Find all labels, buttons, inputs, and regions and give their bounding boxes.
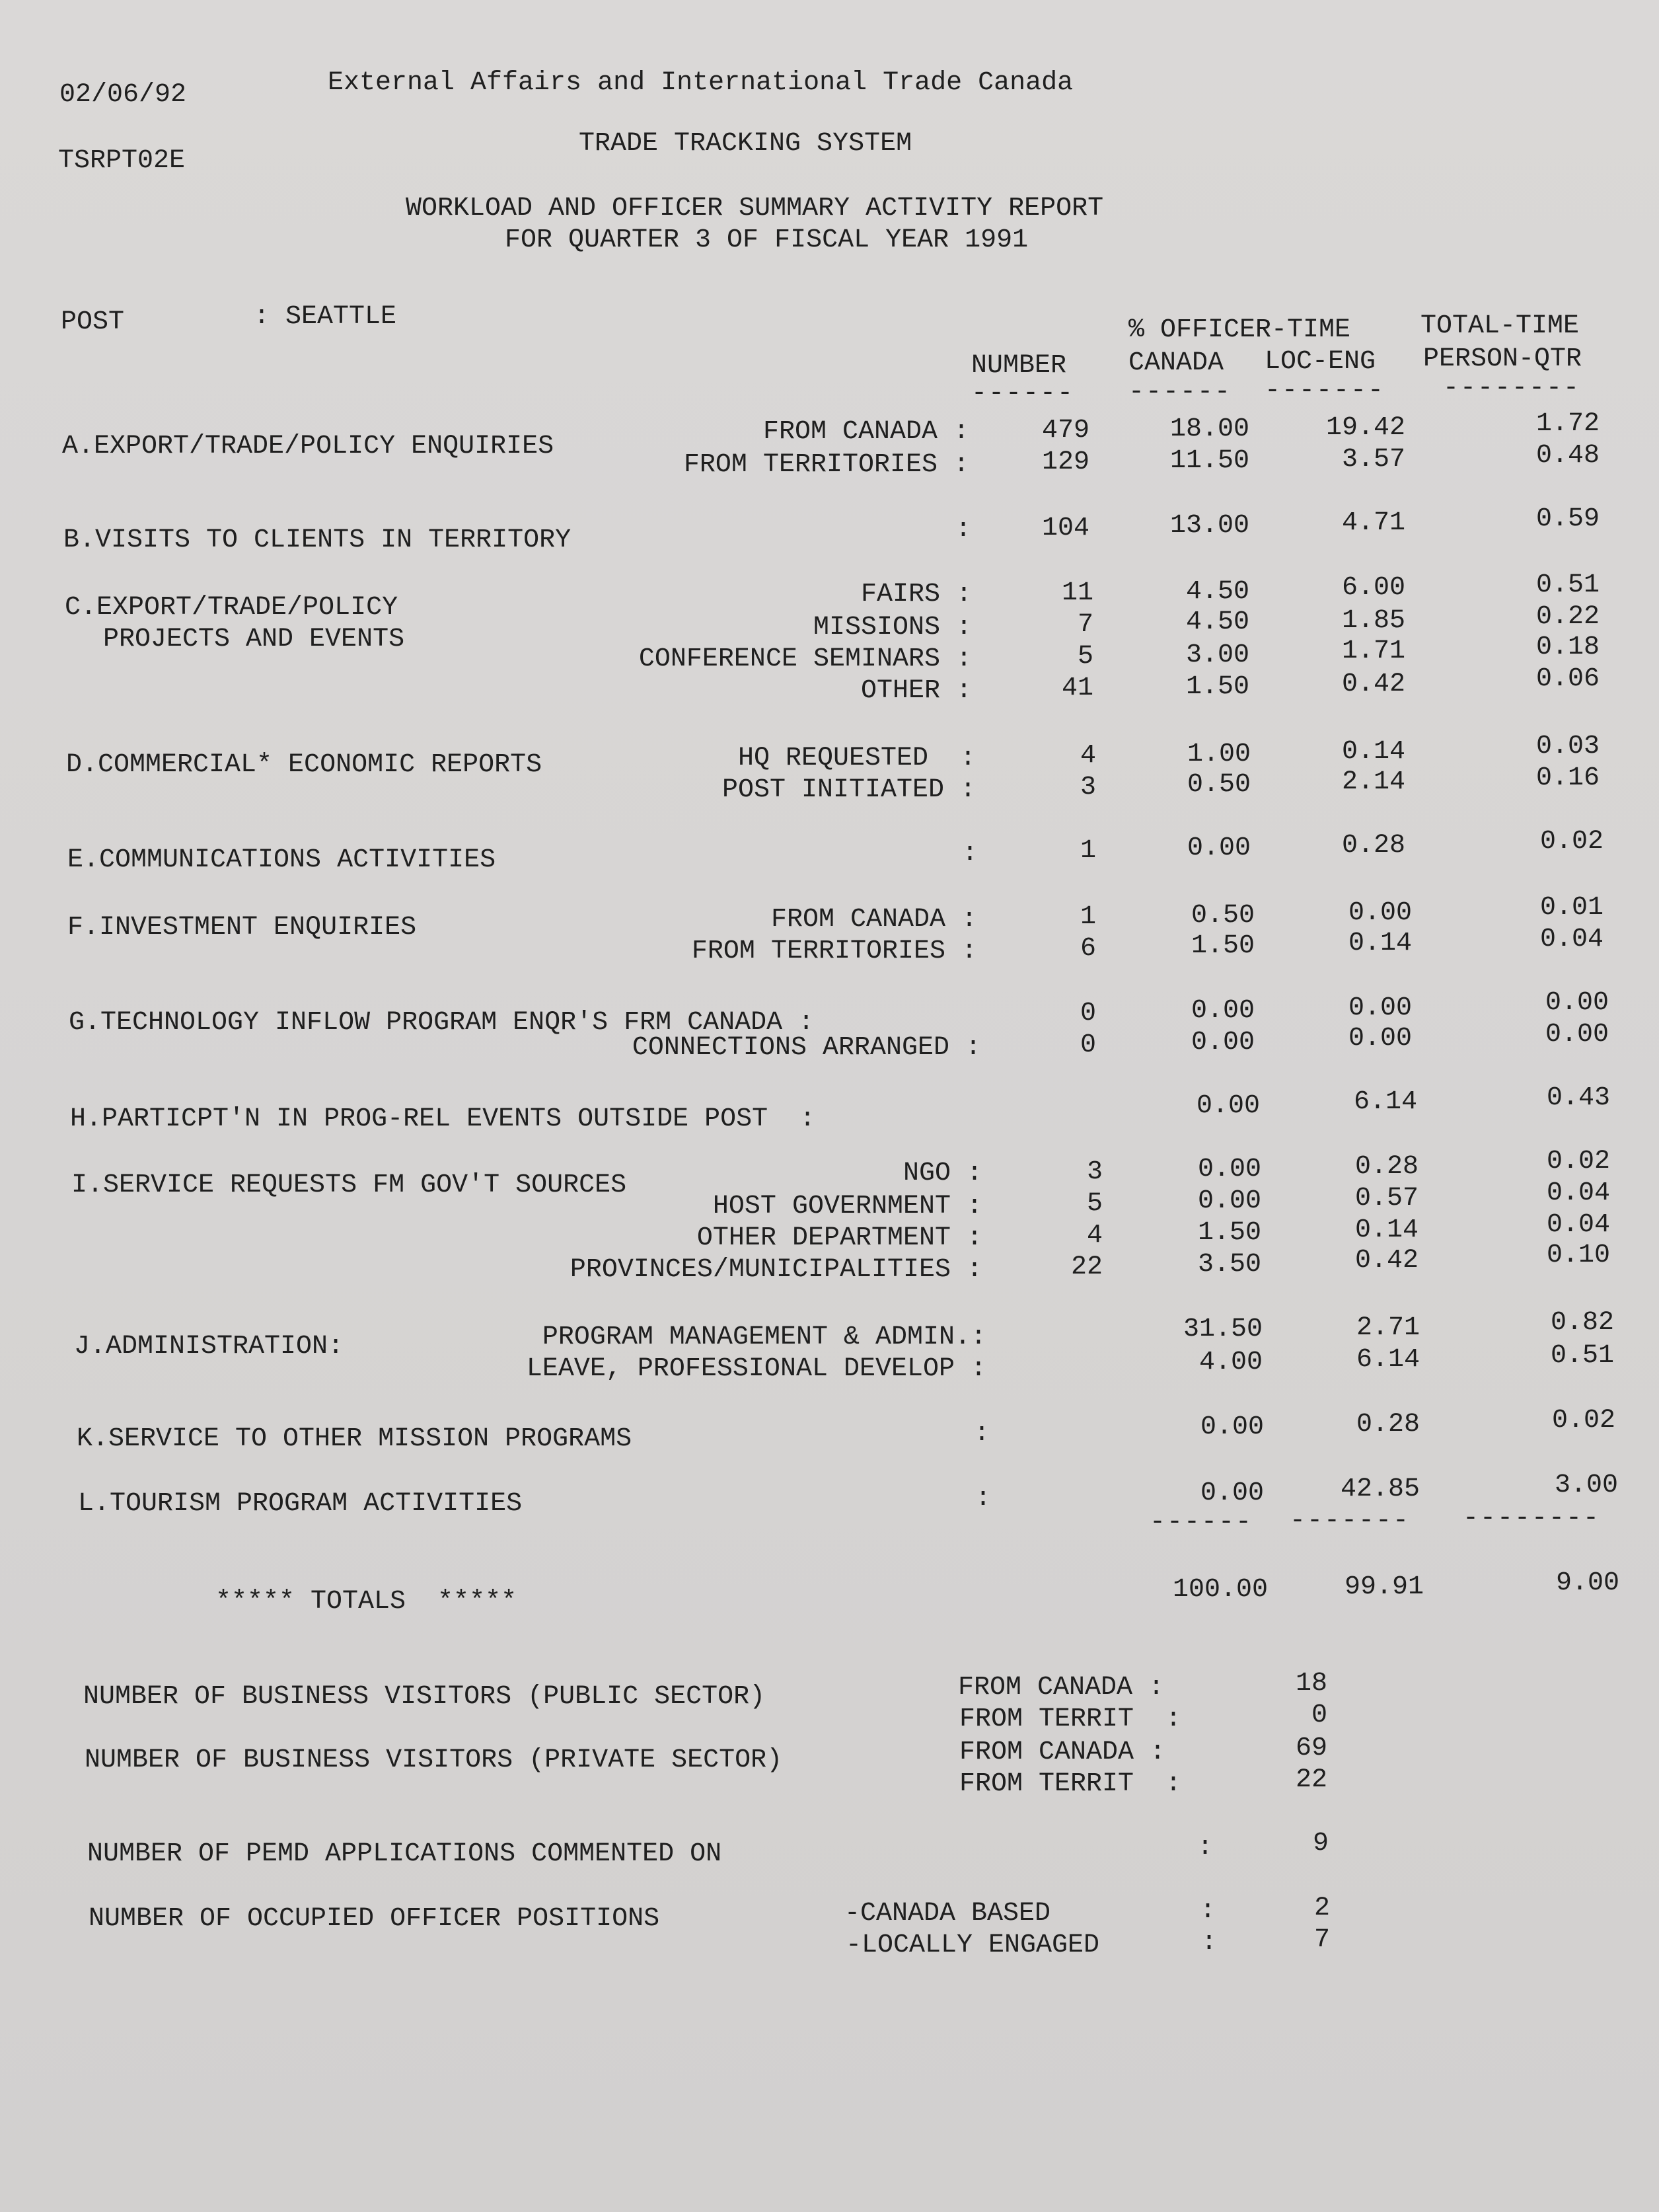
visitors-private-from-territ: FROM TERRIT : xyxy=(959,1769,1182,1799)
section-i-row1-number: 3 xyxy=(1086,1157,1103,1187)
section-i-title: I.SERVICE REQUESTS FM GOV'T SOURCES xyxy=(71,1170,627,1200)
section-f-row1-loc-eng: 0.00 xyxy=(1348,898,1412,928)
section-c-row3-person-qtr: 0.18 xyxy=(1535,632,1600,662)
section-b-title: B.VISITS TO CLIENTS IN TERRITORY xyxy=(63,525,571,555)
section-i-row3-number: 4 xyxy=(1086,1221,1103,1250)
section-b-person-qtr: 0.59 xyxy=(1535,504,1600,534)
section-c-row2-loc-eng: 1.85 xyxy=(1341,606,1405,636)
section-g-title: G.TECHNOLOGY INFLOW PROGRAM ENQR'S FRM CANADA : xyxy=(69,1008,815,1038)
section-j-row2-person-qtr: 0.51 xyxy=(1550,1341,1614,1371)
section-g-row2-person-qtr: 0.00 xyxy=(1545,1020,1609,1049)
header-canada: CANADA xyxy=(1128,348,1224,378)
section-i-row3-label: OTHER DEPARTMENT : xyxy=(696,1223,982,1253)
section-j-row1-person-qtr: 0.82 xyxy=(1550,1308,1614,1338)
section-i-row4-canada: 3.50 xyxy=(1197,1250,1261,1279)
section-g-row2-label: CONNECTIONS ARRANGED : xyxy=(632,1033,981,1063)
section-g-row1-number: 0 xyxy=(1080,999,1096,1028)
section-d-row2-canada: 0.50 xyxy=(1187,770,1251,800)
post-label: POST xyxy=(61,307,125,337)
totals-person-qtr-rule: -------- xyxy=(1463,1504,1601,1533)
section-g-row2-loc-eng: 0.00 xyxy=(1348,1024,1412,1053)
section-c-row1-number: 11 xyxy=(1061,578,1093,608)
section-k-canada: 0.00 xyxy=(1200,1412,1264,1442)
section-c-title: C.EXPORT/TRADE/POLICY xyxy=(65,593,398,623)
report-title-line2: FOR QUARTER 3 OF FISCAL YEAR 1991 xyxy=(505,225,1029,255)
section-k-colon: : xyxy=(974,1419,990,1449)
section-c-row2-label: MISSIONS : xyxy=(813,613,972,642)
visitors-public-from-canada: FROM CANADA : xyxy=(958,1673,1165,1702)
section-i-row1-person-qtr: 0.02 xyxy=(1546,1147,1610,1176)
section-b-number: 104 xyxy=(1041,514,1089,543)
visitors-public-label: NUMBER OF BUSINESS VISITORS (PUBLIC SECTOR) xyxy=(83,1682,766,1712)
organization-name: External Affairs and International Trade Canada xyxy=(328,68,1074,98)
section-d-row1-person-qtr: 0.03 xyxy=(1535,732,1600,761)
section-f-row1-canada: 0.50 xyxy=(1191,901,1255,931)
section-i-row4-person-qtr: 0.10 xyxy=(1546,1240,1610,1270)
section-l-loc-eng: 42.85 xyxy=(1340,1474,1420,1504)
section-l-colon: : xyxy=(975,1484,992,1513)
section-i-row1-label: NGO : xyxy=(903,1159,982,1188)
section-e-colon: : xyxy=(962,839,978,868)
header-total-time: TOTAL-TIME xyxy=(1420,311,1580,341)
section-c-row2-number: 7 xyxy=(1077,610,1093,640)
section-c-row4-label: OTHER : xyxy=(860,676,972,706)
canada-based-colon: : xyxy=(1200,1896,1216,1926)
section-a-row2-number: 129 xyxy=(1041,447,1089,477)
section-d-row2-person-qtr: 0.16 xyxy=(1535,763,1600,793)
section-g-row1-canada: 0.00 xyxy=(1191,996,1255,1026)
pemd-colon: : xyxy=(1197,1833,1214,1862)
section-a-row1-person-qtr: 1.72 xyxy=(1535,409,1600,439)
header-loc-eng: LOC-ENG xyxy=(1265,347,1376,377)
section-c-row1-person-qtr: 0.51 xyxy=(1535,570,1600,600)
locally-engaged-value: 7 xyxy=(1313,1925,1330,1955)
section-a-row2-canada: 11.50 xyxy=(1169,446,1249,476)
pemd-label: NUMBER OF PEMD APPLICATIONS COMMENTED ON xyxy=(87,1839,722,1869)
section-g-row2-canada: 0.00 xyxy=(1191,1028,1255,1057)
section-i-row2-person-qtr: 0.04 xyxy=(1546,1178,1610,1208)
section-a-row2-label: FROM TERRITORIES : xyxy=(683,450,969,480)
section-c-row4-number: 41 xyxy=(1061,673,1093,703)
header-number-rule: ------ xyxy=(971,379,1075,408)
section-e-title: E.COMMUNICATIONS ACTIVITIES xyxy=(67,845,496,875)
visitors-public-from-territ: FROM TERRIT : xyxy=(959,1704,1182,1734)
section-j-title: J.ADMINISTRATION: xyxy=(74,1332,344,1361)
section-c-row3-number: 5 xyxy=(1077,642,1093,671)
canada-based-value: 2 xyxy=(1313,1893,1330,1923)
header-number: NUMBER xyxy=(971,351,1067,381)
header-loc-eng-rule: ------- xyxy=(1265,376,1385,406)
totals-canada-rule: ------ xyxy=(1150,1507,1253,1537)
section-h-loc-eng: 6.14 xyxy=(1353,1087,1417,1117)
section-i-row1-loc-eng: 0.28 xyxy=(1354,1152,1419,1182)
section-i-row4-label: PROVINCES/MUNICIPALITIES : xyxy=(570,1255,982,1285)
visitors-private-territ-value: 22 xyxy=(1295,1765,1327,1795)
section-j-row2-loc-eng: 6.14 xyxy=(1356,1345,1420,1375)
section-j-row2-canada: 4.00 xyxy=(1198,1348,1263,1377)
section-i-row2-canada: 0.00 xyxy=(1197,1186,1261,1216)
section-j-row1-label: PROGRAM MANAGEMENT & ADMIN.: xyxy=(542,1322,986,1352)
system-name: TRADE TRACKING SYSTEM xyxy=(579,129,912,159)
section-g-row2-number: 0 xyxy=(1080,1030,1096,1060)
totals-label: ***** TOTALS ***** xyxy=(215,1587,517,1617)
header-officer-time: % OFFICER-TIME xyxy=(1128,315,1351,345)
section-d-row1-loc-eng: 0.14 xyxy=(1341,737,1405,767)
section-i-row2-number: 5 xyxy=(1086,1189,1103,1219)
report-date: 02/06/92 xyxy=(59,80,187,110)
canada-based-label: -CANADA BASED xyxy=(844,1899,1051,1928)
locally-engaged-colon: : xyxy=(1201,1928,1218,1958)
section-f-row1-label: FROM CANADA : xyxy=(770,905,977,934)
section-e-canada: 0.00 xyxy=(1187,833,1251,863)
section-d-row1-canada: 1.00 xyxy=(1187,740,1251,769)
report-title-line1: WORKLOAD AND OFFICER SUMMARY ACTIVITY REPORT xyxy=(406,194,1104,223)
totals-loc-eng-rule: ------- xyxy=(1290,1506,1411,1536)
section-g-row1-person-qtr: 0.00 xyxy=(1545,988,1609,1018)
section-j-row2-label: LEAVE, PROFESSIONAL DEVELOP : xyxy=(526,1354,986,1384)
section-i-row4-number: 22 xyxy=(1070,1252,1103,1282)
section-d-row1-label: HQ REQUESTED : xyxy=(737,744,976,773)
section-a-row2-person-qtr: 0.48 xyxy=(1535,441,1600,471)
header-person-qtr: PERSON-QTR xyxy=(1423,344,1582,374)
header-canada-rule: ------ xyxy=(1128,377,1232,407)
section-i-row3-person-qtr: 0.04 xyxy=(1546,1210,1610,1240)
totals-loc-eng: 99.91 xyxy=(1344,1572,1424,1602)
visitors-private-label: NUMBER OF BUSINESS VISITORS (PRIVATE SECTOR) xyxy=(85,1745,783,1775)
section-a-row1-loc-eng: 19.42 xyxy=(1325,413,1405,443)
section-h-canada: 0.00 xyxy=(1196,1091,1260,1121)
section-f-row2-loc-eng: 0.14 xyxy=(1348,929,1412,958)
section-k-person-qtr: 0.02 xyxy=(1551,1406,1615,1435)
section-c-row2-person-qtr: 0.22 xyxy=(1535,602,1600,632)
section-b-colon: : xyxy=(955,515,972,545)
section-d-row2-label: POST INITIATED : xyxy=(721,775,976,805)
section-c-title2: PROJECTS AND EVENTS xyxy=(103,625,405,654)
section-a-row1-label: FROM CANADA : xyxy=(762,417,969,447)
totals-canada: 100.00 xyxy=(1172,1575,1268,1605)
section-c-row4-canada: 1.50 xyxy=(1185,672,1249,702)
visitors-private-from-canada: FROM CANADA : xyxy=(959,1737,1166,1767)
section-i-row2-loc-eng: 0.57 xyxy=(1354,1184,1419,1213)
section-i-row2-label: HOST GOVERNMENT : xyxy=(712,1192,982,1221)
section-k-title: K.SERVICE TO OTHER MISSION PROGRAMS xyxy=(77,1424,632,1454)
section-g-row1-loc-eng: 0.00 xyxy=(1348,993,1412,1023)
section-d-row1-number: 4 xyxy=(1080,741,1096,771)
section-f-row2-label: FROM TERRITORIES : xyxy=(691,936,977,966)
section-i-row3-loc-eng: 0.14 xyxy=(1354,1215,1419,1245)
section-l-title: L.TOURISM PROGRAM ACTIVITIES xyxy=(78,1489,523,1519)
section-i-row4-loc-eng: 0.42 xyxy=(1354,1246,1419,1276)
section-l-person-qtr: 3.00 xyxy=(1554,1470,1618,1500)
section-e-loc-eng: 0.28 xyxy=(1341,831,1405,860)
section-i-row1-canada: 0.00 xyxy=(1197,1155,1261,1184)
section-c-row3-label: CONFERENCE SEMINARS : xyxy=(638,644,972,674)
section-b-loc-eng: 4.71 xyxy=(1341,508,1405,538)
section-h-title: H.PARTICPT'N IN PROG-REL EVENTS OUTSIDE POST : xyxy=(70,1104,816,1134)
section-j-row1-loc-eng: 2.71 xyxy=(1356,1313,1420,1343)
section-f-row2-number: 6 xyxy=(1080,934,1096,964)
section-a-row2-loc-eng: 3.57 xyxy=(1341,445,1405,475)
section-a-title: A.EXPORT/TRADE/POLICY ENQUIRIES xyxy=(62,432,554,461)
section-j-row1-canada: 31.50 xyxy=(1183,1315,1263,1344)
section-c-row2-canada: 4.50 xyxy=(1185,607,1249,637)
section-e-person-qtr: 0.02 xyxy=(1539,827,1604,857)
section-c-row1-label: FAIRS : xyxy=(860,580,972,609)
section-c-row4-loc-eng: 0.42 xyxy=(1341,669,1405,699)
section-l-canada: 0.00 xyxy=(1200,1478,1264,1508)
section-i-row3-canada: 1.50 xyxy=(1197,1218,1261,1248)
section-a-row1-number: 479 xyxy=(1041,416,1089,445)
section-f-row2-canada: 1.50 xyxy=(1191,931,1255,961)
locally-engaged-label: -LOCALLY ENGAGED xyxy=(846,1930,1100,1960)
report-code: TSRPT02E xyxy=(58,146,186,176)
section-b-canada: 13.00 xyxy=(1169,511,1249,541)
section-a-row1-canada: 18.00 xyxy=(1169,414,1249,444)
visitors-private-canada-value: 69 xyxy=(1295,1734,1327,1763)
section-f-row1-number: 1 xyxy=(1080,902,1096,932)
header-person-qtr-rule: -------- xyxy=(1443,373,1581,403)
totals-person-qtr: 9.00 xyxy=(1555,1568,1619,1598)
section-h-person-qtr: 0.43 xyxy=(1546,1083,1610,1113)
section-e-number: 1 xyxy=(1080,836,1096,866)
section-d-row2-number: 3 xyxy=(1080,773,1096,802)
section-f-row1-person-qtr: 0.01 xyxy=(1539,893,1604,923)
section-d-title: D.COMMERCIAL* ECONOMIC REPORTS xyxy=(66,750,542,780)
section-c-row4-person-qtr: 0.06 xyxy=(1535,664,1600,694)
section-d-row2-loc-eng: 2.14 xyxy=(1341,767,1405,797)
visitors-public-canada-value: 18 xyxy=(1295,1669,1327,1698)
section-c-row1-canada: 4.50 xyxy=(1185,577,1249,607)
visitors-public-territ-value: 0 xyxy=(1311,1700,1327,1730)
section-c-row3-canada: 3.00 xyxy=(1185,640,1249,670)
pemd-value: 9 xyxy=(1312,1829,1329,1858)
post-value: : SEATTLE xyxy=(254,302,397,332)
positions-label: NUMBER OF OCCUPIED OFFICER POSITIONS xyxy=(89,1904,660,1934)
section-f-row2-person-qtr: 0.04 xyxy=(1539,925,1604,954)
section-k-loc-eng: 0.28 xyxy=(1356,1410,1420,1439)
section-c-row3-loc-eng: 1.71 xyxy=(1341,636,1405,666)
section-f-title: F.INVESTMENT ENQUIRIES xyxy=(67,913,417,942)
section-c-row1-loc-eng: 6.00 xyxy=(1341,573,1405,603)
